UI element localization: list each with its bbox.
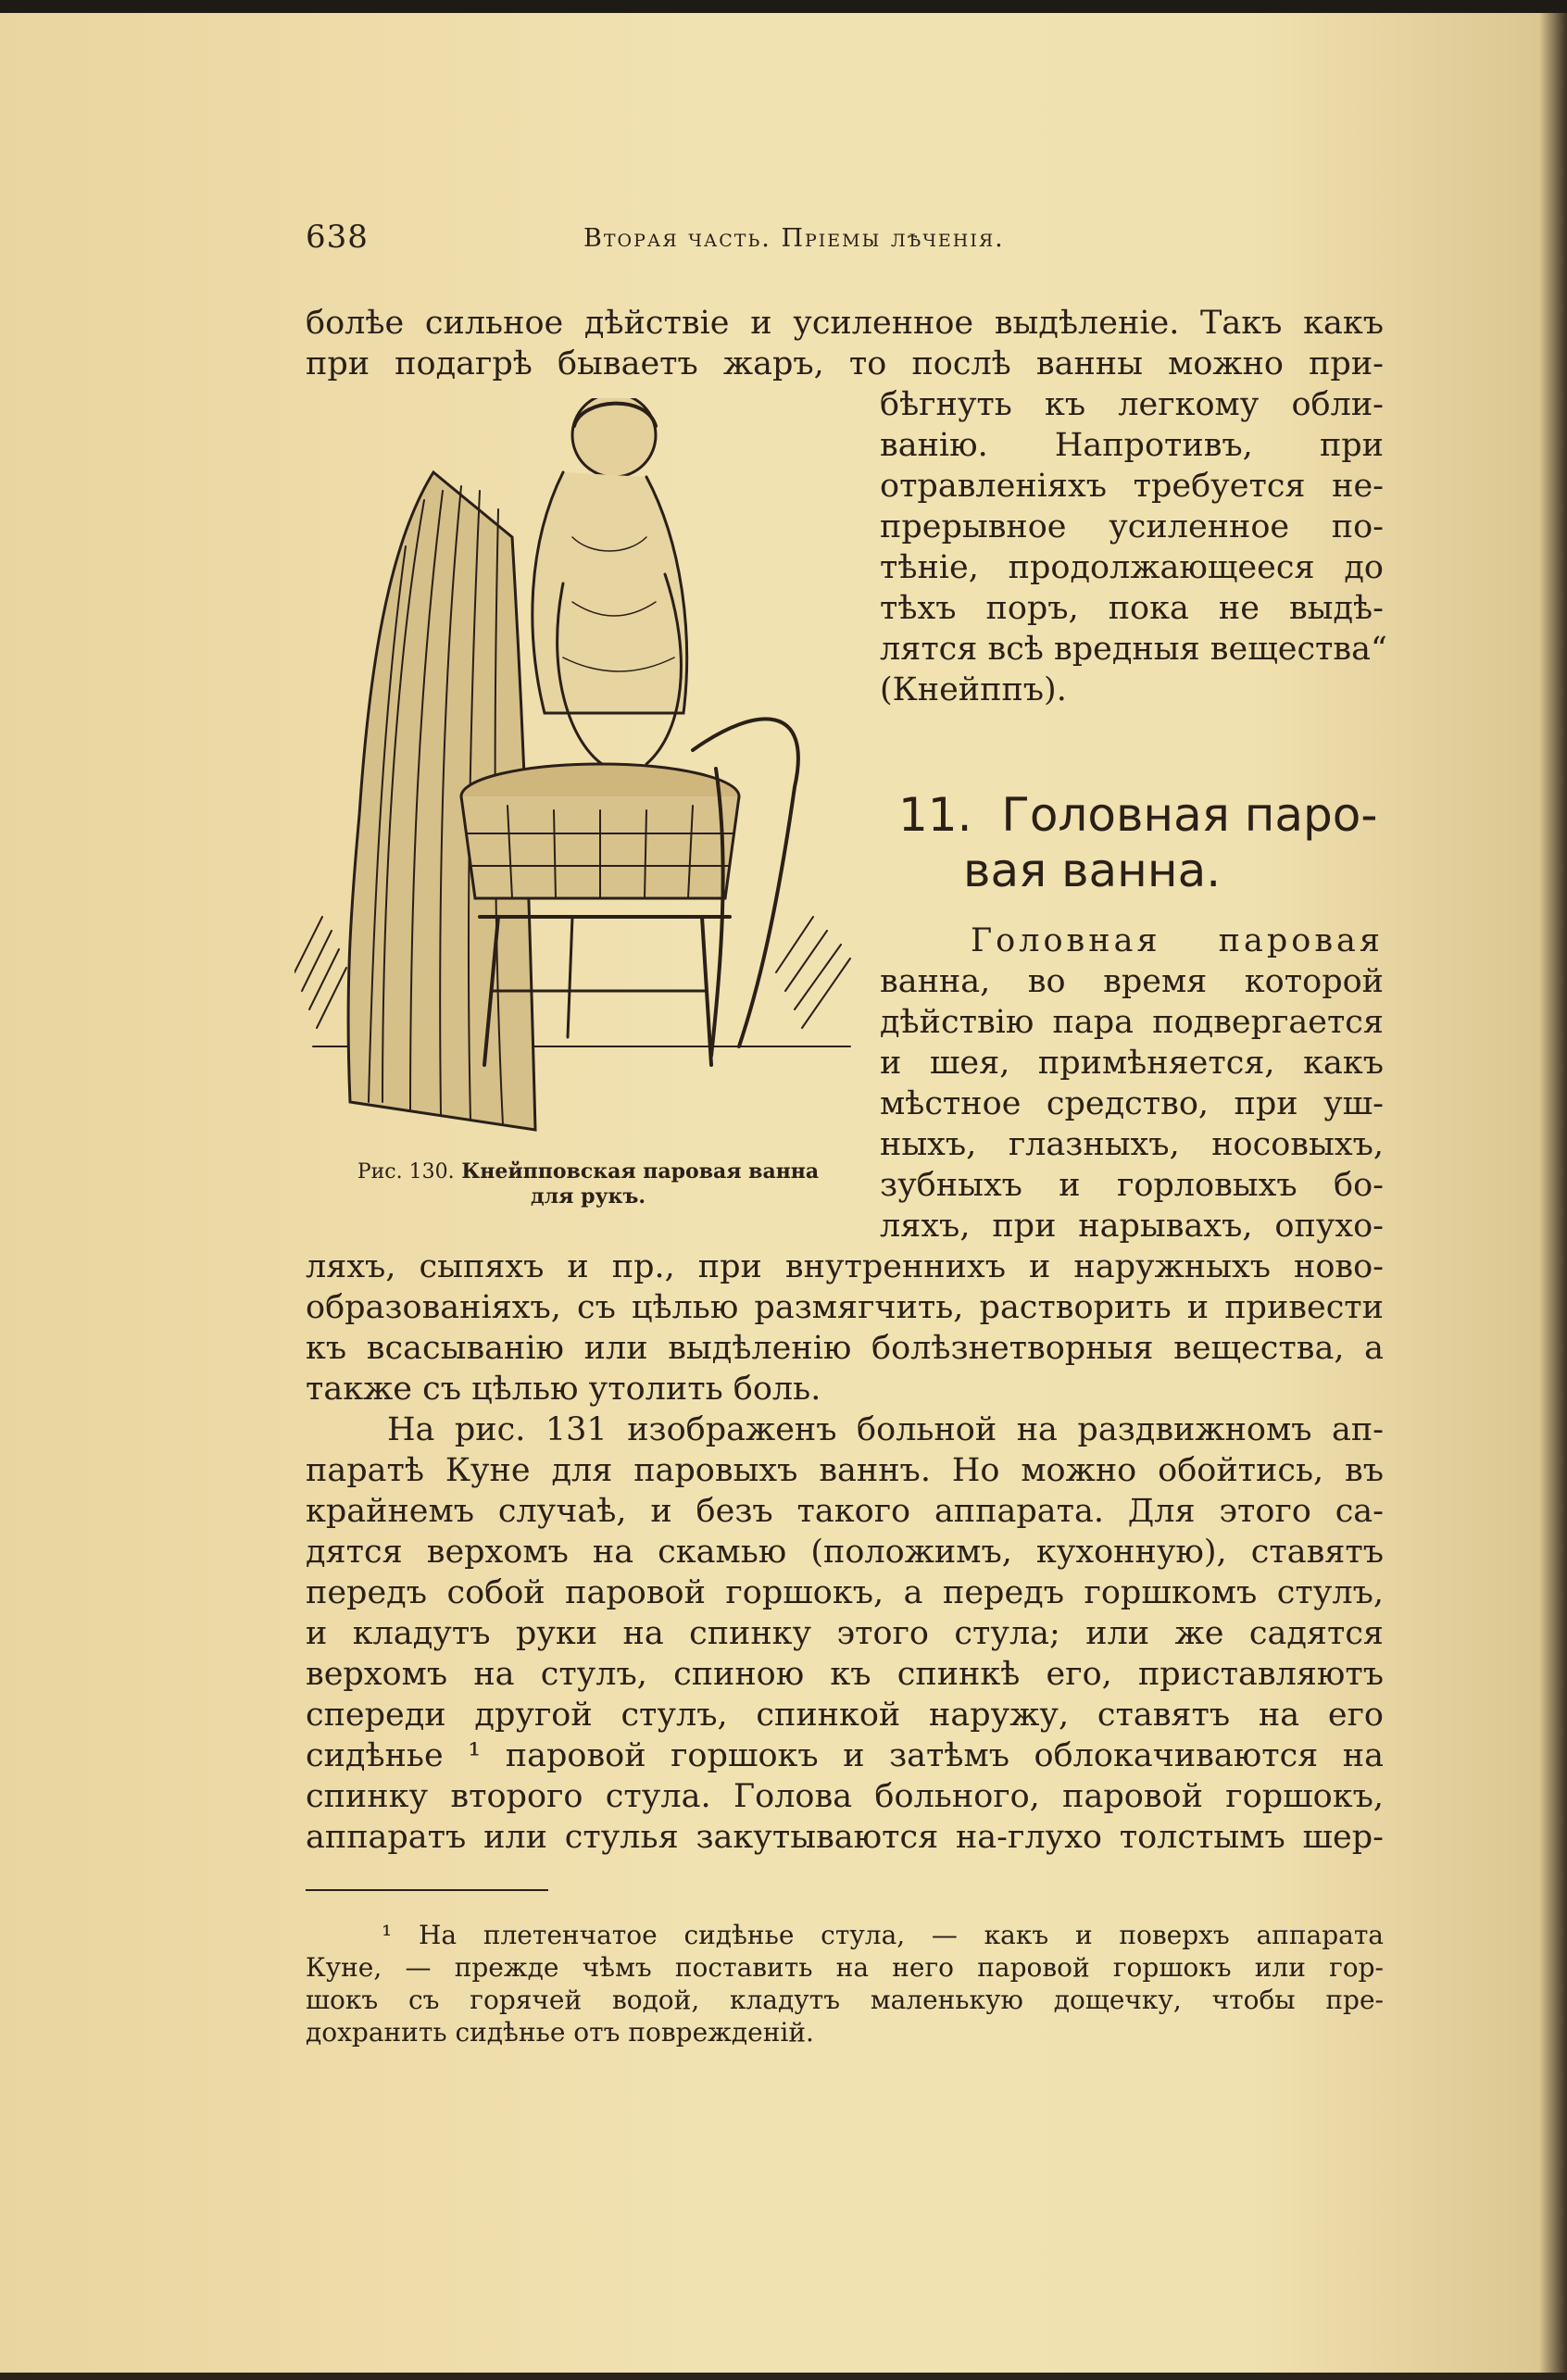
body-line: Головная паровая <box>971 922 1384 959</box>
body-line: и шея, примѣняется, какъ <box>880 1045 1384 1082</box>
body-line: также съ цѣлью утолить боль. <box>306 1371 821 1408</box>
body-line: образованіяхъ, съ цѣлью размягчить, растворить и привести <box>306 1289 1384 1326</box>
page-header <box>306 219 1385 256</box>
body-line: тѣніе, продолжающееся до <box>880 549 1384 586</box>
body-line: зубныхъ и горловыхъ бо- <box>880 1167 1384 1204</box>
figure-caption <box>315 1159 861 1209</box>
body-line: болѣе сильное дѣйствіе и усиленное выдѣленіе. Такъ какъ <box>306 305 1384 342</box>
body-line: и кладутъ руки на спинку этого стула; или же садятся <box>306 1615 1384 1652</box>
footnote-line: дохранить сидѣнье отъ поврежденій. <box>306 2017 814 2048</box>
figure-caption-title: для рукъ. <box>531 1184 646 1209</box>
body-line: тѣхъ поръ, пока не выдѣ- <box>880 590 1384 627</box>
body-line: спинку второго стула. Голова больного, паровой горшокъ, <box>306 1778 1384 1815</box>
body-line: спереди другой стулъ, спинкой наружу, ставятъ на его <box>306 1697 1384 1734</box>
body-line: дятся верхомъ на скамью (положимъ, кухонную), ставятъ <box>306 1534 1384 1571</box>
body-line: мѣстное средство, при уш- <box>880 1085 1384 1122</box>
footnote-line: ¹ На плетенчатое сидѣнье стула, — какъ и поверхъ аппарата <box>382 1920 1384 1950</box>
body-line: ванна, во время которой <box>880 963 1384 1000</box>
running-title: Вторая часть. Пріемы лѣченія. <box>583 224 1005 253</box>
body-line: бѣгнуть къ легкому обли- <box>880 386 1384 423</box>
figure-caption-title: Кнейпповская паровая ванна <box>461 1159 820 1184</box>
footnote-divider <box>306 1889 548 1891</box>
body-line: ныхъ, глазныхъ, носовыхъ, <box>880 1126 1384 1163</box>
body-line: ляхъ, сыпяхъ и пр., при внутреннихъ и наружныхъ ново- <box>306 1248 1384 1285</box>
section-number: 11. <box>898 788 972 842</box>
scan-top-border <box>0 0 1567 13</box>
body-line: лятся всѣ вредныя вещества“ <box>880 631 1387 668</box>
page-number: 638 <box>306 219 369 256</box>
section-heading <box>898 787 1377 843</box>
author-attribution: (Кнейппъ). <box>880 671 1067 708</box>
section-title-line: вая ванна. <box>963 844 1222 897</box>
steam-bath-engraving-icon <box>295 398 859 1158</box>
body-line: передъ собой паровой горшокъ, а передъ горшкомъ стулъ, <box>306 1574 1384 1611</box>
figure-caption-label: Рис. 130. <box>357 1160 455 1184</box>
page-gutter-shadow <box>1539 13 1567 2380</box>
body-line: при подагрѣ бываетъ жаръ, то послѣ ванны можно при- <box>306 345 1384 382</box>
figure-130 <box>295 398 859 1158</box>
scan-bottom-border <box>0 2373 1567 2380</box>
body-line: верхомъ на стулъ, спиною къ спинкѣ его, приставляютъ <box>306 1656 1384 1693</box>
footnote-line: Куне, — прежде чѣмъ поставить на него паровой горшокъ или гор- <box>306 1952 1384 1983</box>
body-line: На рис. 131 изображенъ больной на раздвижномъ ап- <box>387 1411 1384 1448</box>
body-line: отравленіяхъ требуется не- <box>880 468 1384 505</box>
body-line: крайнемъ случаѣ, и безъ такого аппарата. Для этого са- <box>306 1493 1384 1530</box>
body-line: ляхъ, при нарывахъ, опухо- <box>880 1208 1384 1245</box>
body-line: прерывное усиленное по- <box>880 508 1384 545</box>
body-line: ванію. Напротивъ, при <box>880 427 1384 464</box>
body-line: аппаратъ или стулья закутываются на-глухо толстымъ шер- <box>306 1819 1384 1856</box>
body-line: сидѣнье ¹ паровой горшокъ и затѣмъ облокачиваются на <box>306 1737 1384 1774</box>
body-line: паратѣ Куне для паровыхъ ваннъ. Но можно обойтись, въ <box>306 1452 1384 1489</box>
footnote-line: шокъ съ горячей водой, кладутъ маленькую дощечку, чтобы пре- <box>306 1985 1384 2015</box>
body-line: дѣйствію пара подвергается <box>880 1004 1384 1041</box>
section-title-line: Головная паро- <box>1001 788 1378 842</box>
body-line: къ всасыванію или выдѣленію болѣзнетворныя вещества, а <box>306 1330 1384 1367</box>
